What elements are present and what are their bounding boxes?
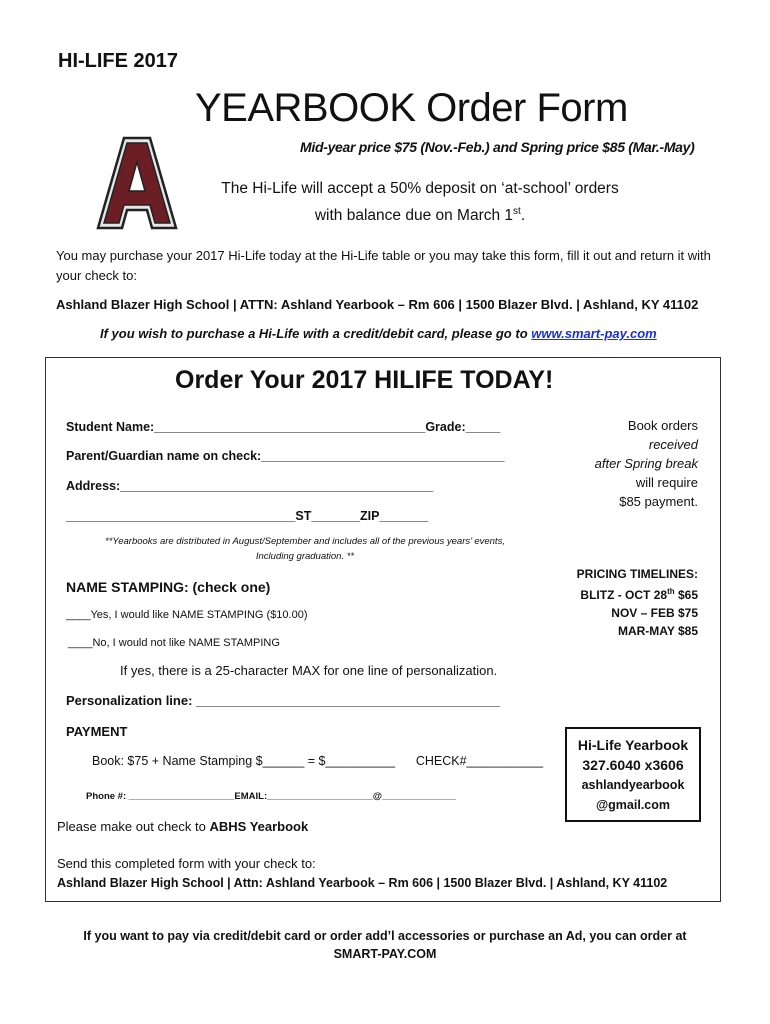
page-title: YEARBOOK Order Form xyxy=(195,86,628,130)
city-state-zip-field[interactable]: _________________________________ST_______ZIP_______ xyxy=(66,509,429,523)
credit-card-note: If you wish to purchase a Hi-Life with a credit/debit card, please go to www.smart-pay.com xyxy=(100,326,657,341)
send-to-label: Send this completed form with your check to: xyxy=(57,856,316,871)
top-title: HI-LIFE 2017 xyxy=(58,50,179,72)
book-orders-note: Book orders received after Spring break will require $85 payment. xyxy=(594,418,698,509)
stamping-no-option[interactable]: ____No, I would not like NAME STAMPING xyxy=(68,637,280,649)
mailing-address: Ashland Blazer High School | ATTN: Ashland Yearbook – Rm 606 | 1500 Blazer Blvd. | Ashland, KY 41102 xyxy=(56,297,699,312)
check-payable-note: Please make out check to ABHS Yearbook xyxy=(57,819,309,834)
send-to-address: Ashland Blazer High School | Attn: Ashland Yearbook – Rm 606 | 1500 Blazer Blvd. | Ashland, KY 41102 xyxy=(57,876,668,890)
personalization-field[interactable]: Personalization line: __________________________________________ xyxy=(66,693,500,708)
distribution-note: **Yearbooks are distributed in August/September and includes all of the previous years’ events, Including graduation. ** xyxy=(105,536,505,562)
address-field[interactable]: Address:_____________________________________________ xyxy=(66,479,434,493)
payment-title: PAYMENT xyxy=(66,724,128,739)
footer-note: If you want to pay via credit/debit card or order add’l accessories or purchase an Ad, you can order at SMART-PAY.COM xyxy=(83,929,687,961)
form-title: Order Your 2017 HILIFE TODAY! xyxy=(175,366,554,394)
contact-box: Hi-Life Yearbook 327.6040 x3606 ashlandyearbook @gmail.com xyxy=(565,727,701,822)
intro-text: You may purchase your 2017 Hi-Life today at the Hi-Life table or you may take this form, fill it out and return it with your check to: xyxy=(56,248,711,283)
parent-name-field[interactable]: Parent/Guardian name on check:___________________________________ xyxy=(66,449,505,463)
deposit-line-1: The Hi-Life will accept a 50% deposit on ‘at-school’ orders xyxy=(221,180,619,197)
payment-line[interactable]: Book: $75 + Name Stamping $______ = $__________ CHECK#___________ xyxy=(92,754,544,768)
smart-pay-link[interactable]: www.smart-pay.com xyxy=(531,326,657,341)
name-stamping-title: NAME STAMPING: (check one) xyxy=(66,579,271,595)
deposit-note xyxy=(200,177,640,227)
stamping-yes-option[interactable]: ____Yes, I would like NAME STAMPING ($10.00) xyxy=(66,609,308,621)
personalization-note: If yes, there is a 25-character MAX for one line of personalization. xyxy=(120,663,498,678)
price-line: Mid-year price $75 (Nov.-Feb.) and Spring price $85 (Mar.-May) xyxy=(300,139,695,155)
pricing-timelines: PRICING TIMELINES: BLITZ - OCT 28th $65 NOV – FEB $75 MAR-MAY $85 xyxy=(576,567,698,638)
phone-email-field[interactable]: Phone #: ____________________EMAIL:____________________@______________ xyxy=(86,791,457,802)
student-name-field[interactable]: Student Name:_______________________________________Grade:_____ xyxy=(66,420,501,434)
school-logo xyxy=(96,134,178,237)
deposit-line-2: with balance due on March 1st. xyxy=(314,206,526,225)
